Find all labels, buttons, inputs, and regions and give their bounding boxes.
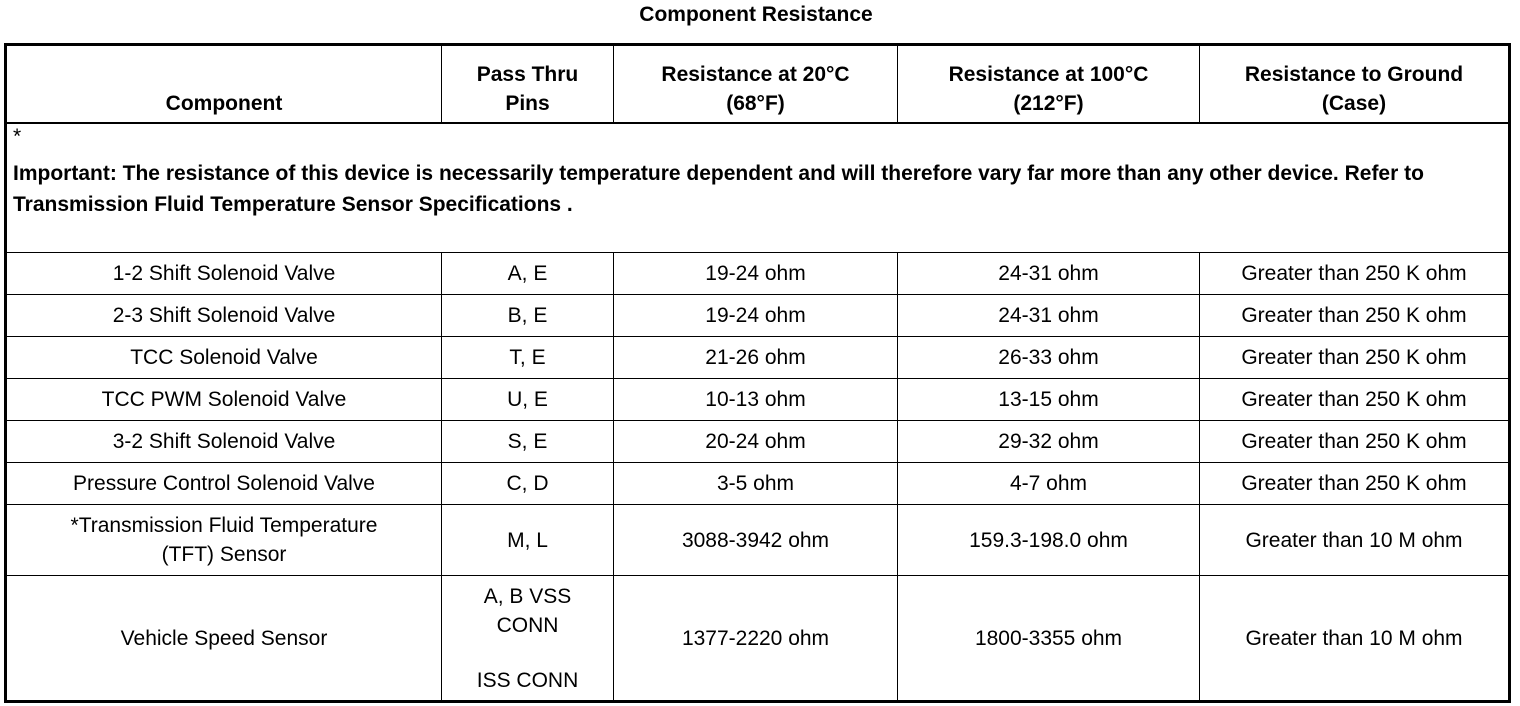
cell-resistance-ground: Greater than 10 M ohm xyxy=(1200,505,1510,576)
cell-component: Vehicle Speed Sensor xyxy=(6,576,442,702)
cell-component: 3-2 Shift Solenoid Valve xyxy=(6,421,442,463)
cell-pins: C, D xyxy=(442,463,614,505)
note-marker: * xyxy=(13,125,22,148)
table-row xyxy=(6,253,1510,295)
cell-resistance-100c: 13-15 ohm xyxy=(898,379,1200,421)
cell-resistance-20c: 19-24 ohm xyxy=(614,253,898,295)
cell-resistance-20c: 19-24 ohm xyxy=(614,295,898,337)
table-row xyxy=(6,576,1510,702)
table-row xyxy=(6,463,1510,505)
cell-pins: A, B VSS CONN ISS CONN xyxy=(442,576,614,702)
cell-resistance-20c: 20-24 ohm xyxy=(614,421,898,463)
cell-resistance-20c: 10-13 ohm xyxy=(614,379,898,421)
note-row xyxy=(6,123,1510,253)
table-title: Component Resistance xyxy=(639,3,873,26)
cell-pins: T, E xyxy=(442,337,614,379)
cell-resistance-100c: 24-31 ohm xyxy=(898,253,1200,295)
component-resistance-table xyxy=(4,43,1511,703)
header-row xyxy=(6,45,1510,124)
cell-resistance-100c: 29-32 ohm xyxy=(898,421,1200,463)
column-header-pins: Pass Thru Pins xyxy=(442,45,614,124)
table-row xyxy=(6,421,1510,463)
cell-resistance-ground: Greater than 250 K ohm xyxy=(1200,463,1510,505)
cell-resistance-20c: 1377-2220 ohm xyxy=(614,576,898,702)
cell-resistance-ground: Greater than 250 K ohm xyxy=(1200,421,1510,463)
cell-pins: B, E xyxy=(442,295,614,337)
cell-component: 1-2 Shift Solenoid Valve xyxy=(6,253,442,295)
table-row xyxy=(6,295,1510,337)
cell-resistance-100c: 24-31 ohm xyxy=(898,295,1200,337)
cell-resistance-20c: 21-26 ohm xyxy=(614,337,898,379)
cell-pins: U, E xyxy=(442,379,614,421)
cell-resistance-ground: Greater than 250 K ohm xyxy=(1200,379,1510,421)
table-row xyxy=(6,379,1510,421)
column-header-resistance-ground: Resistance to Ground (Case) xyxy=(1200,45,1510,124)
cell-component: 2-3 Shift Solenoid Valve xyxy=(6,295,442,337)
cell-resistance-100c: 159.3-198.0 ohm xyxy=(898,505,1200,576)
cell-component: Pressure Control Solenoid Valve xyxy=(6,463,442,505)
cell-resistance-100c: 26-33 ohm xyxy=(898,337,1200,379)
cell-pins: M, L xyxy=(442,505,614,576)
cell-pins: A, E xyxy=(442,253,614,295)
cell-resistance-ground: Greater than 10 M ohm xyxy=(1200,576,1510,702)
cell-resistance-20c: 3-5 ohm xyxy=(614,463,898,505)
cell-component: TCC PWM Solenoid Valve xyxy=(6,379,442,421)
cell-resistance-100c: 4-7 ohm xyxy=(898,463,1200,505)
cell-resistance-ground: Greater than 250 K ohm xyxy=(1200,253,1510,295)
table-row xyxy=(6,337,1510,379)
table-row xyxy=(6,505,1510,576)
cell-resistance-ground: Greater than 250 K ohm xyxy=(1200,295,1510,337)
note-text: Important: The resistance of this device is necessarily temperature dependent and will therefore vary far more than any other device. Refer to Transmission Fluid Temperature Sensor Specifications . xyxy=(13,162,1424,216)
important-note xyxy=(6,123,1510,253)
cell-resistance-20c: 3088-3942 ohm xyxy=(614,505,898,576)
cell-component: TCC Solenoid Valve xyxy=(6,337,442,379)
column-header-resistance-100c: Resistance at 100°C (212°F) xyxy=(898,45,1200,124)
cell-resistance-100c: 1800-3355 ohm xyxy=(898,576,1200,702)
column-header-resistance-20c: Resistance at 20°C (68°F) xyxy=(614,45,898,124)
column-header-component: Component xyxy=(6,45,442,124)
cell-component: *Transmission Fluid Temperature (TFT) Sensor xyxy=(6,505,442,576)
cell-resistance-ground: Greater than 250 K ohm xyxy=(1200,337,1510,379)
cell-pins: S, E xyxy=(442,421,614,463)
